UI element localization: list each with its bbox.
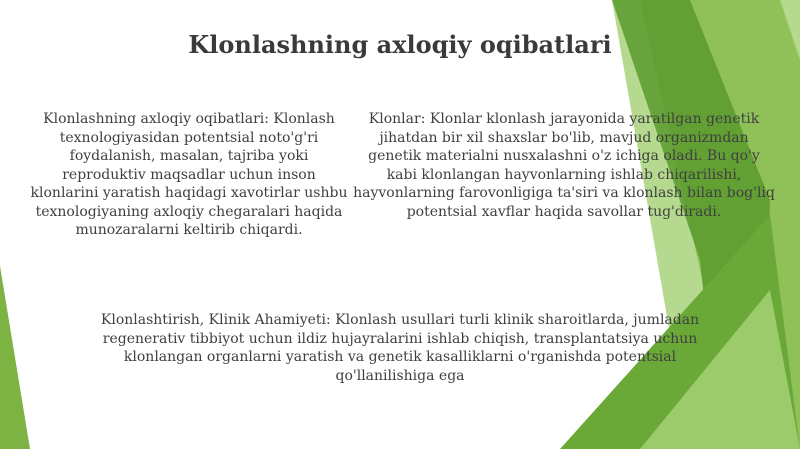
left-accent-shape <box>0 266 30 449</box>
slide-title: Klonlashning axloqiy oqibatlari <box>188 30 612 59</box>
paragraph-clones: Klonlar: Klonlar klonlash jarayonida yaratilgan genetik jihatdan bir xil shaxslar bo'lib, mavjud organizmdan genetik materialni nusxalashni o'z ichiga oladi. Bu qo'y kabi klonlangan hayvonlarning ishlab chiqarilishi, hayvonlarning farovonligiga ta'siri va klonlash bilan bog'liq potentsial xavflar haqida savollar tug'diradi. <box>353 111 775 220</box>
paragraph-ethics: Klonlashning axloqiy oqibatlari: Klonlash texnologiyasidan potentsial noto'g'ri foydalanish, masalan, tajriba yoki reproduktiv maqsadlar uchun inson klonlarini yaratish haqidagi xavotirlar ushbu texnologiyaning axloqiy chegaralari haqida munozaralarni keltirib chiqardi. <box>30 111 348 238</box>
paragraph-clinical: Klonlashtirish, Klinik Ahamiyeti: Klonlash usullari turli klinik sharoitlarda, jumladan regenerativ tibbiyot uchun ildiz hujayralarini ishlab chiqish, transplantatsiya uchun klonlangan organlarni yaratish va genetik kasalliklarni o'rganishda potentsial qo'llanilishiga ega <box>100 312 700 384</box>
